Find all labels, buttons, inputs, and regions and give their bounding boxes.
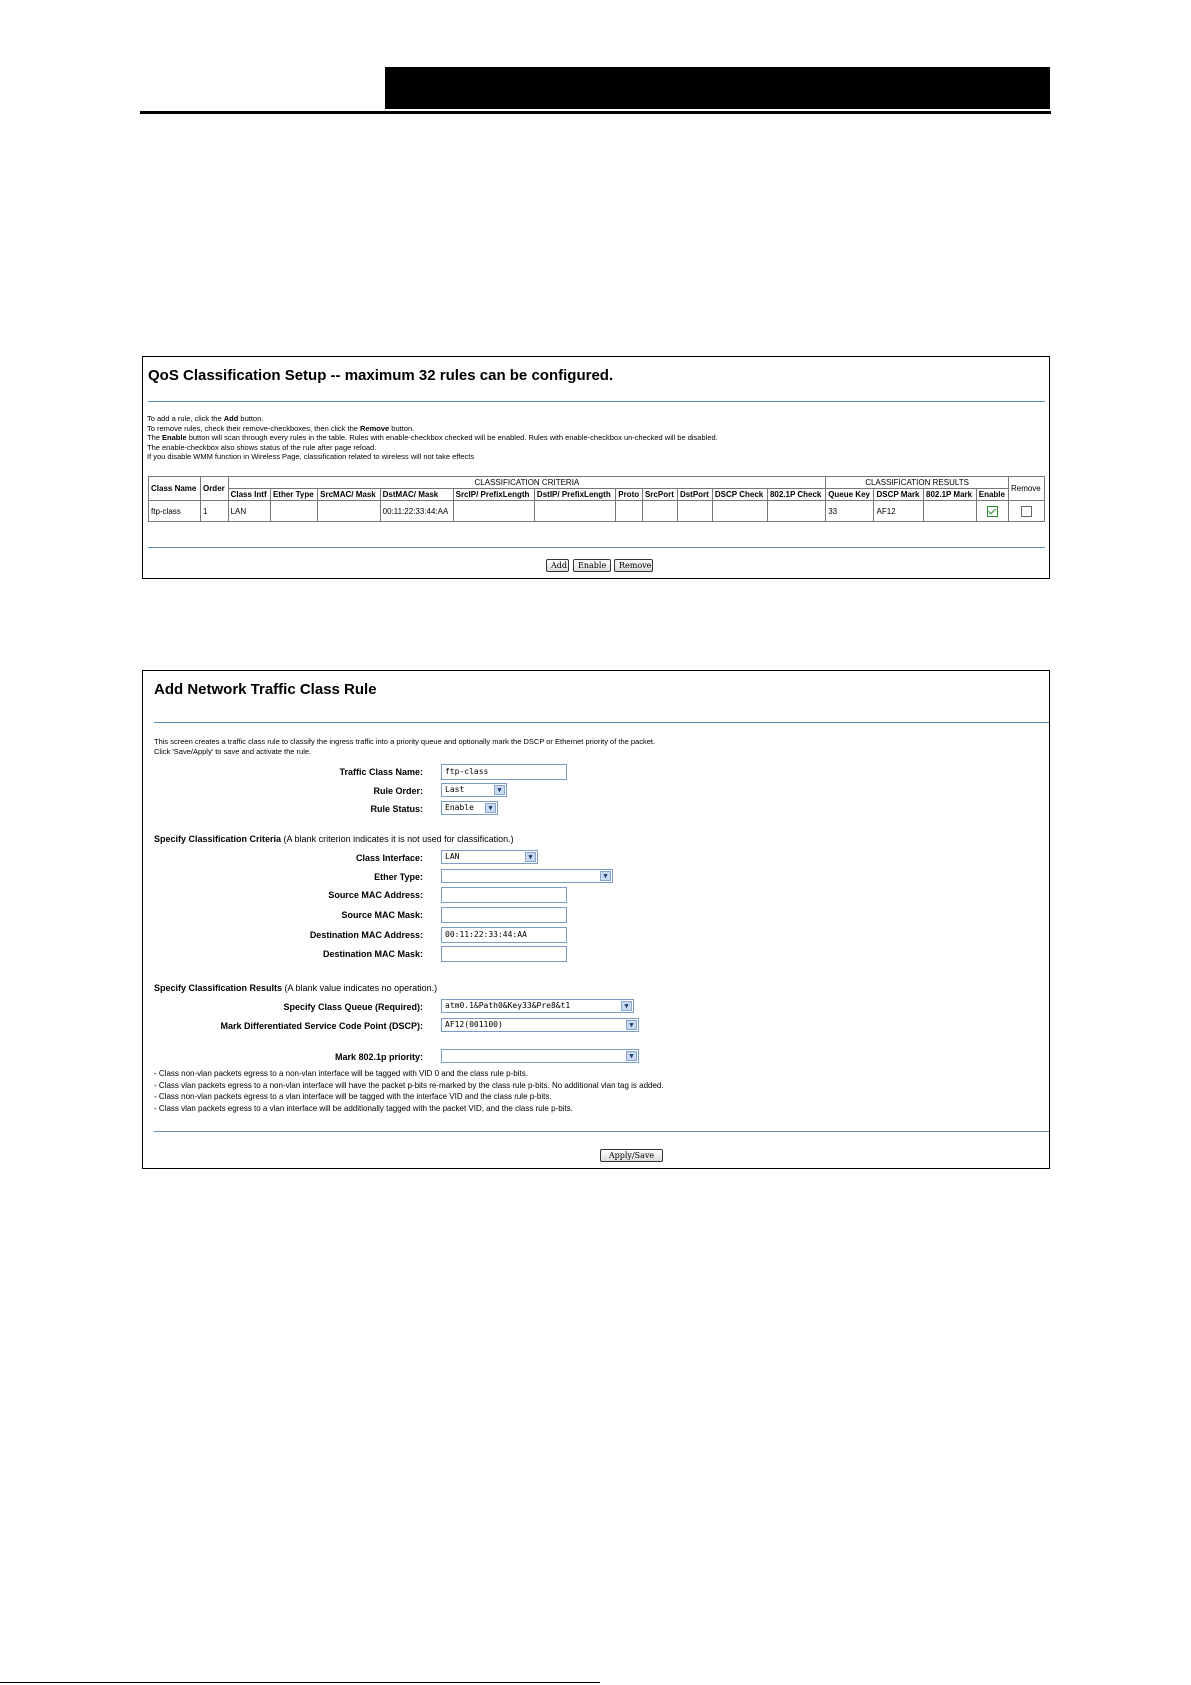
note-line: - Class non-vlan packets egress to a vlan interface will be tagged with the interface VID and the class rule p-bits.	[154, 1092, 552, 1101]
priority-8021p-select[interactable]	[441, 1049, 639, 1063]
apply-save-button[interactable]: Apply/Save	[600, 1149, 663, 1162]
traffic-class-name-row	[143, 764, 1051, 780]
document-footer-rule	[0, 1682, 600, 1683]
col-src-port: SrcPort	[642, 489, 677, 501]
cell	[677, 501, 712, 522]
results-heading: Specify Classification Results (A blank value indicates no operation.)	[154, 983, 438, 993]
chevron-down-icon: ▼	[485, 803, 496, 813]
rule-order-value: Last	[445, 785, 465, 794]
instruction-line: The enable-checkbox also shows status of the rule after page reload.	[147, 442, 377, 452]
cell	[453, 501, 534, 522]
qos-classification-panel	[142, 356, 1050, 579]
cell: 33	[826, 501, 874, 522]
instruction-line: To add a rule, click the Add button.	[147, 414, 264, 423]
enable-button[interactable]: Enable	[573, 559, 611, 572]
col-dscp-check: DSCP Check	[712, 489, 767, 501]
intro-line: This screen creates a traffic class rule to classify the ingress traffic into a priority queue and optionally mark the DSCP or Ethernet priority of the packet.	[154, 737, 656, 746]
priority-8021p-label: Mark 802.1p priority:	[334, 1052, 423, 1062]
instruction-line: To remove rules, check their remove-checkboxes, then click the Remove button.	[147, 423, 415, 433]
group-classification-results: CLASSIFICATION RESULTS	[826, 477, 1009, 489]
col-class-name: Class Name	[149, 477, 201, 501]
chevron-down-icon: ▼	[621, 1001, 632, 1011]
ether-type-row	[143, 869, 1051, 885]
qos-rules-table	[148, 476, 1045, 522]
add-traffic-class-rule-panel	[142, 670, 1050, 1169]
chevron-down-icon: ▼	[600, 871, 611, 881]
note-line: - Class non-vlan packets egress to a non-vlan interface will be tagged with VID 0 and the class rule p-bits.	[154, 1069, 528, 1078]
destination-mac-mask-row	[143, 946, 1051, 962]
source-mac-mask-input[interactable]	[441, 907, 567, 923]
panel-title: Add Network Traffic Class Rule	[154, 681, 377, 698]
col-proto: Proto	[616, 489, 643, 501]
col-src-ip: SrcIP/ PrefixLength	[453, 489, 534, 501]
instruction-line: The Enable button will scan through every rules in the table. Rules with enable-checkbox checked will be enabled. Rules with enable-checkbox un-checked will be disabled.	[147, 433, 718, 442]
col-8021p-check: 802.1P Check	[767, 489, 825, 501]
cell: 1	[200, 501, 228, 522]
panel-title: QoS Classification Setup -- maximum 32 rules can be configured.	[148, 367, 614, 384]
source-mac-row	[143, 887, 1051, 903]
dscp-label: Mark Differentiated Service Code Point (DSCP):	[220, 1021, 423, 1031]
divider	[154, 1131, 1049, 1132]
col-dst-ip: DstIP/ PrefixLength	[534, 489, 615, 501]
instruction-line: If you disable WMM function in Wireless Page, classification related to wireless will not take effects	[147, 452, 475, 461]
class-queue-select[interactable]	[441, 999, 634, 1013]
source-mac-mask-row	[143, 907, 1051, 923]
destination-mac-mask-input[interactable]	[441, 946, 567, 962]
cell: ftp-class	[149, 501, 201, 522]
remove-checkbox[interactable]	[1021, 506, 1032, 517]
ether-type-select[interactable]	[441, 869, 613, 883]
cell: 00:11:22:33:44:AA	[380, 501, 453, 522]
class-queue-value: atm0.1&Path0&Key33&Pre8&t1	[445, 1001, 571, 1010]
class-queue-label: Specify Class Queue (Required):	[283, 1002, 423, 1012]
dscp-select[interactable]	[441, 1018, 639, 1032]
source-mac-label: Source MAC Address:	[328, 890, 423, 900]
col-dscp-mark: DSCP Mark	[874, 489, 924, 501]
rule-status-row	[143, 801, 1051, 817]
divider	[154, 722, 1049, 723]
col-enable: Enable	[976, 489, 1008, 501]
class-interface-label: Class Interface:	[355, 853, 423, 863]
traffic-class-name-input[interactable]: ftp-class	[441, 764, 567, 780]
divider	[148, 401, 1045, 402]
destination-mac-input[interactable]: 00:11:22:33:44:AA	[441, 927, 567, 943]
traffic-class-name-label: Traffic Class Name:	[339, 767, 423, 777]
rule-order-select[interactable]	[441, 783, 507, 797]
destination-mac-row	[143, 927, 1051, 943]
source-mac-mask-label: Source MAC Mask:	[341, 910, 423, 920]
dscp-row	[143, 1018, 1051, 1034]
intro-text	[154, 737, 1034, 756]
col-dst-mac: DstMAC/ Mask	[380, 489, 453, 501]
col-dst-port: DstPort	[677, 489, 712, 501]
note-line: - Class vlan packets egress to a vlan interface will be additionally tagged with the packet VID, and the class rule p-bits.	[154, 1103, 573, 1113]
destination-mac-mask-label: Destination MAC Mask:	[322, 949, 423, 959]
ether-type-label: Ether Type:	[374, 872, 423, 882]
note-line: - Class vlan packets egress to a non-vlan interface will have the packet p-bits re-marked by the class rule p-bits. No additional vlan tag is added.	[154, 1080, 664, 1090]
chevron-down-icon: ▼	[626, 1051, 637, 1061]
col-src-mac: SrcMAC/ Mask	[318, 489, 381, 501]
group-classification-criteria: CLASSIFICATION CRITERIA	[228, 477, 826, 489]
cell	[270, 501, 317, 522]
intro-line: Click 'Save/Apply' to save and activate the rule.	[154, 746, 312, 756]
col-order: Order	[200, 477, 228, 501]
rule-status-select[interactable]	[441, 801, 498, 815]
rule-status-label: Rule Status:	[370, 804, 423, 814]
cell: AF12	[874, 501, 924, 522]
cell	[767, 501, 825, 522]
cell	[712, 501, 767, 522]
dscp-value: AF12(001100)	[445, 1020, 503, 1029]
remove-cell	[1008, 501, 1044, 522]
cell	[616, 501, 643, 522]
rule-status-value: Enable	[445, 803, 474, 812]
criteria-heading: Specify Classification Criteria (A blank criterion indicates it is not used for classification.)	[154, 834, 514, 844]
col-class-intf: Class Intf	[228, 489, 270, 501]
divider	[148, 547, 1045, 548]
destination-mac-label: Destination MAC Address:	[309, 930, 423, 940]
cell	[642, 501, 677, 522]
document-header-bar	[385, 67, 1050, 109]
notes	[154, 1068, 1034, 1114]
col-8021p-mark: 802.1P Mark	[924, 489, 977, 501]
rule-order-label: Rule Order:	[373, 786, 423, 796]
class-interface-select[interactable]	[441, 850, 538, 864]
rule-order-row	[143, 783, 1051, 799]
instructions	[147, 414, 1037, 462]
cell	[534, 501, 615, 522]
priority-8021p-row	[143, 1049, 1051, 1065]
document-header-rule	[140, 111, 1051, 114]
enable-cell	[976, 501, 1008, 522]
table-row	[149, 501, 1045, 522]
chevron-down-icon: ▼	[626, 1020, 637, 1030]
class-interface-row	[143, 850, 1051, 866]
cell	[318, 501, 381, 522]
class-queue-row	[143, 999, 1051, 1015]
cell: LAN	[228, 501, 270, 522]
enable-checkbox[interactable]	[987, 506, 998, 517]
chevron-down-icon: ▼	[494, 785, 505, 795]
chevron-down-icon: ▼	[525, 852, 536, 862]
col-ether-type: Ether Type	[270, 489, 317, 501]
col-remove: Remove	[1008, 477, 1044, 501]
add-button[interactable]: Add	[546, 559, 569, 572]
class-interface-value: LAN	[445, 852, 460, 861]
remove-button[interactable]: Remove	[614, 559, 653, 572]
source-mac-input[interactable]	[441, 887, 567, 903]
cell	[924, 501, 977, 522]
col-queue-key: Queue Key	[826, 489, 874, 501]
